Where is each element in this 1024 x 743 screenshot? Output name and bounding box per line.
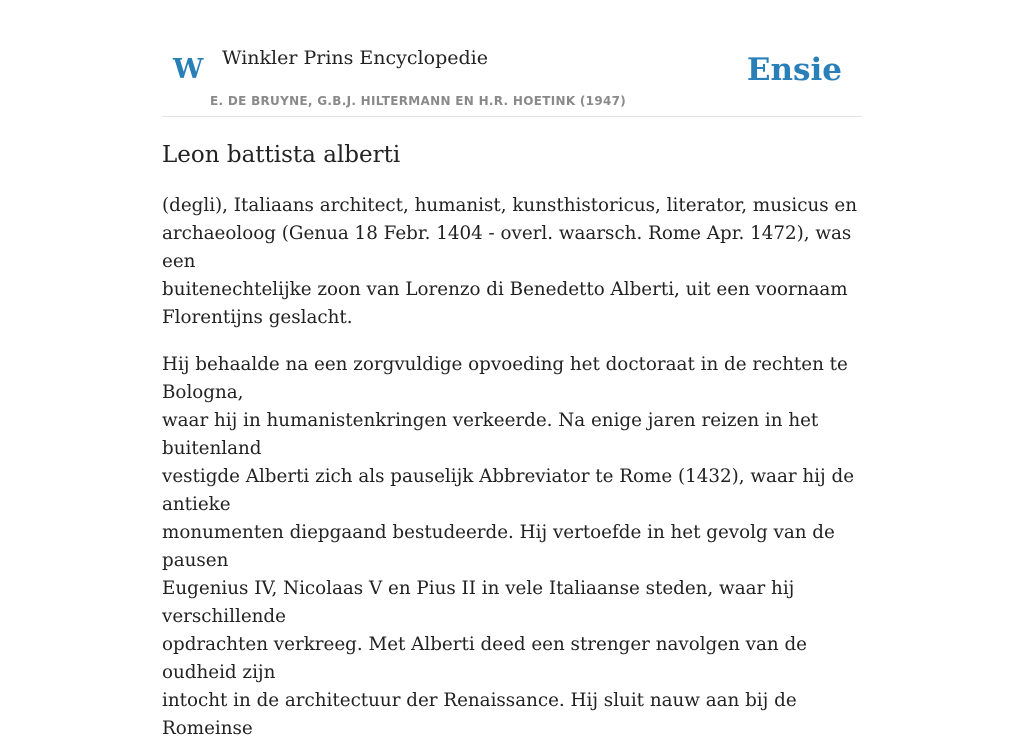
book-authors: E. DE BRUYNE, G.B.J. HILTERMANN EN H.R. HOETINK (1947)	[210, 94, 627, 108]
article-title: Leon battista alberti	[162, 142, 401, 168]
logo-icon[interactable]: W	[173, 54, 204, 85]
site-header	[162, 0, 862, 117]
article-paragraph: Hij behaalde na een zorgvuldige opvoeding het doctoraat in de rechten te Bologna, waar hij in humanistenkringen verkeerde. Na enige jaren reizen in het buitenland vestigde Alberti zich als pauselijk Abbreviator te Rome (1432), waar hij de antieke monumenten diepgaand bestudeerde. Hij vertoefde in het gevolg van de pausen Eugenius IV, Nicolaas V en Pius II in vele Italiaanse steden, waar hij verschillende opdrachten verkreeg. Met Alberti deed een strenger navolgen van de oudheid zijn intocht in de architectuur der Renaissance. Hij sluit nauw aan bij de Romeinse	[162, 354, 855, 739]
brand-logo[interactable]: Ensie	[746, 52, 842, 88]
article-paragraph: (degli), Italiaans architect, humanist, kunsthistoricus, literator, musicus en archaeoloog (Genua 18 Febr. 1404 - overl. waarsch. Rome Apr. 1472), was een buitenechtelijke zoon van Lorenzo di Benedetto Alberti, uit een voornaam Florentijns geslacht.	[162, 195, 857, 328]
article-content	[162, 138, 862, 743]
book-title[interactable]: Winkler Prins Encyclopedie	[222, 47, 488, 69]
